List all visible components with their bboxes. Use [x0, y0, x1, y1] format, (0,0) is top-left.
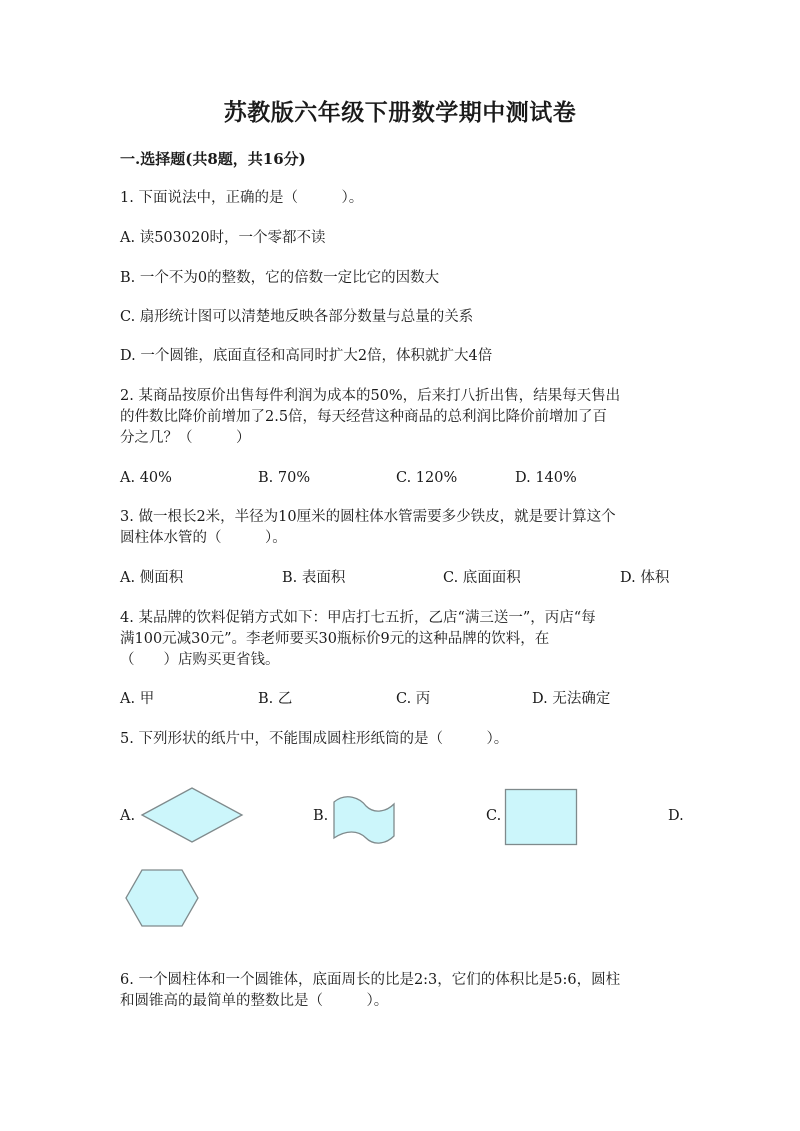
question-2-option-a: A. 40% [120, 470, 172, 486]
question-4-option-d: D. 无法确定 [532, 691, 611, 707]
wavy-paper-shape [330, 794, 398, 844]
question-1-option-b: B. 一个不为0的整数，它的倍数一定比它的因数大 [120, 270, 440, 286]
question-1-stem: 1. 下面说法中，正确的是（ ）。 [120, 190, 364, 206]
rhombus-shape [138, 786, 246, 844]
question-6-stem-line-2: 和圆锥高的最简单的整数比是（ ）。 [120, 993, 389, 1009]
question-2-option-c: C. 120% [396, 470, 458, 486]
question-4-stem-line-2: 满100元减30元”。李老师要买30瓶标价9元的这种品牌的饮料，在 [120, 631, 550, 647]
question-4-option-a: A. 甲 [120, 691, 155, 707]
hexagon-shape [123, 868, 201, 928]
section-heading: 一.选择题(共8题，共16分) [120, 150, 306, 168]
question-3-stem-line-2: 圆柱体水管的（ ）。 [120, 530, 287, 546]
question-4-option-b: B. 乙 [258, 691, 293, 707]
question-5-option-d-label: D. [668, 808, 684, 824]
question-2-stem-line-1: 2. 某商品按原价出售每件利润为成本的50%，后来打八折出售，结果每天售出 [120, 388, 621, 404]
question-5-stem: 5. 下列形状的纸片中，不能围成圆柱形纸筒的是（ ）。 [120, 731, 509, 747]
question-2-stem-line-2: 的件数比降价前增加了2.5倍，每天经营这种商品的总利润比降价前增加了百 [120, 409, 608, 425]
question-4-option-c: C. 丙 [396, 691, 431, 707]
page-title: 苏教版六年级下册数学期中测试卷 [223, 99, 577, 126]
question-3-option-d: D. 体积 [620, 570, 670, 586]
question-5-option-c-label: C. [486, 808, 502, 824]
question-3-option-c: C. 底面面积 [443, 570, 521, 586]
rectangle-shape [504, 788, 578, 846]
question-1-option-d: D. 一个圆锥，底面直径和高同时扩大2倍，体积就扩大4倍 [120, 348, 493, 364]
question-1-option-a: A. 读503020时，一个零都不读 [120, 230, 326, 246]
question-2-option-b: B. 70% [258, 470, 311, 486]
question-5-option-b-label: B. [313, 808, 329, 824]
question-2-option-d: D. 140% [515, 470, 577, 486]
question-3-option-a: A. 侧面积 [120, 570, 184, 586]
question-5-option-a-label: A. [120, 808, 136, 824]
question-4-stem-line-3: （ ）店购买更省钱。 [120, 652, 280, 668]
question-6-stem-line-1: 6. 一个圆柱体和一个圆锥体，底面周长的比是2:3，它们的体积比是5:6，圆柱 [120, 972, 621, 988]
question-3-stem-line-1: 3. 做一根长2米，半径为10厘米的圆柱体水管需要多少铁皮，就是要计算这个 [120, 509, 616, 525]
question-3-option-b: B. 表面积 [282, 570, 346, 586]
question-2-stem-line-3: 分之几？（ ） [120, 430, 251, 446]
question-1-option-c: C. 扇形统计图可以清楚地反映各部分数量与总量的关系 [120, 309, 474, 325]
question-4-stem-line-1: 4. 某品牌的饮料促销方式如下：甲店打七五折，乙店“满三送一”，丙店“每 [120, 610, 596, 626]
